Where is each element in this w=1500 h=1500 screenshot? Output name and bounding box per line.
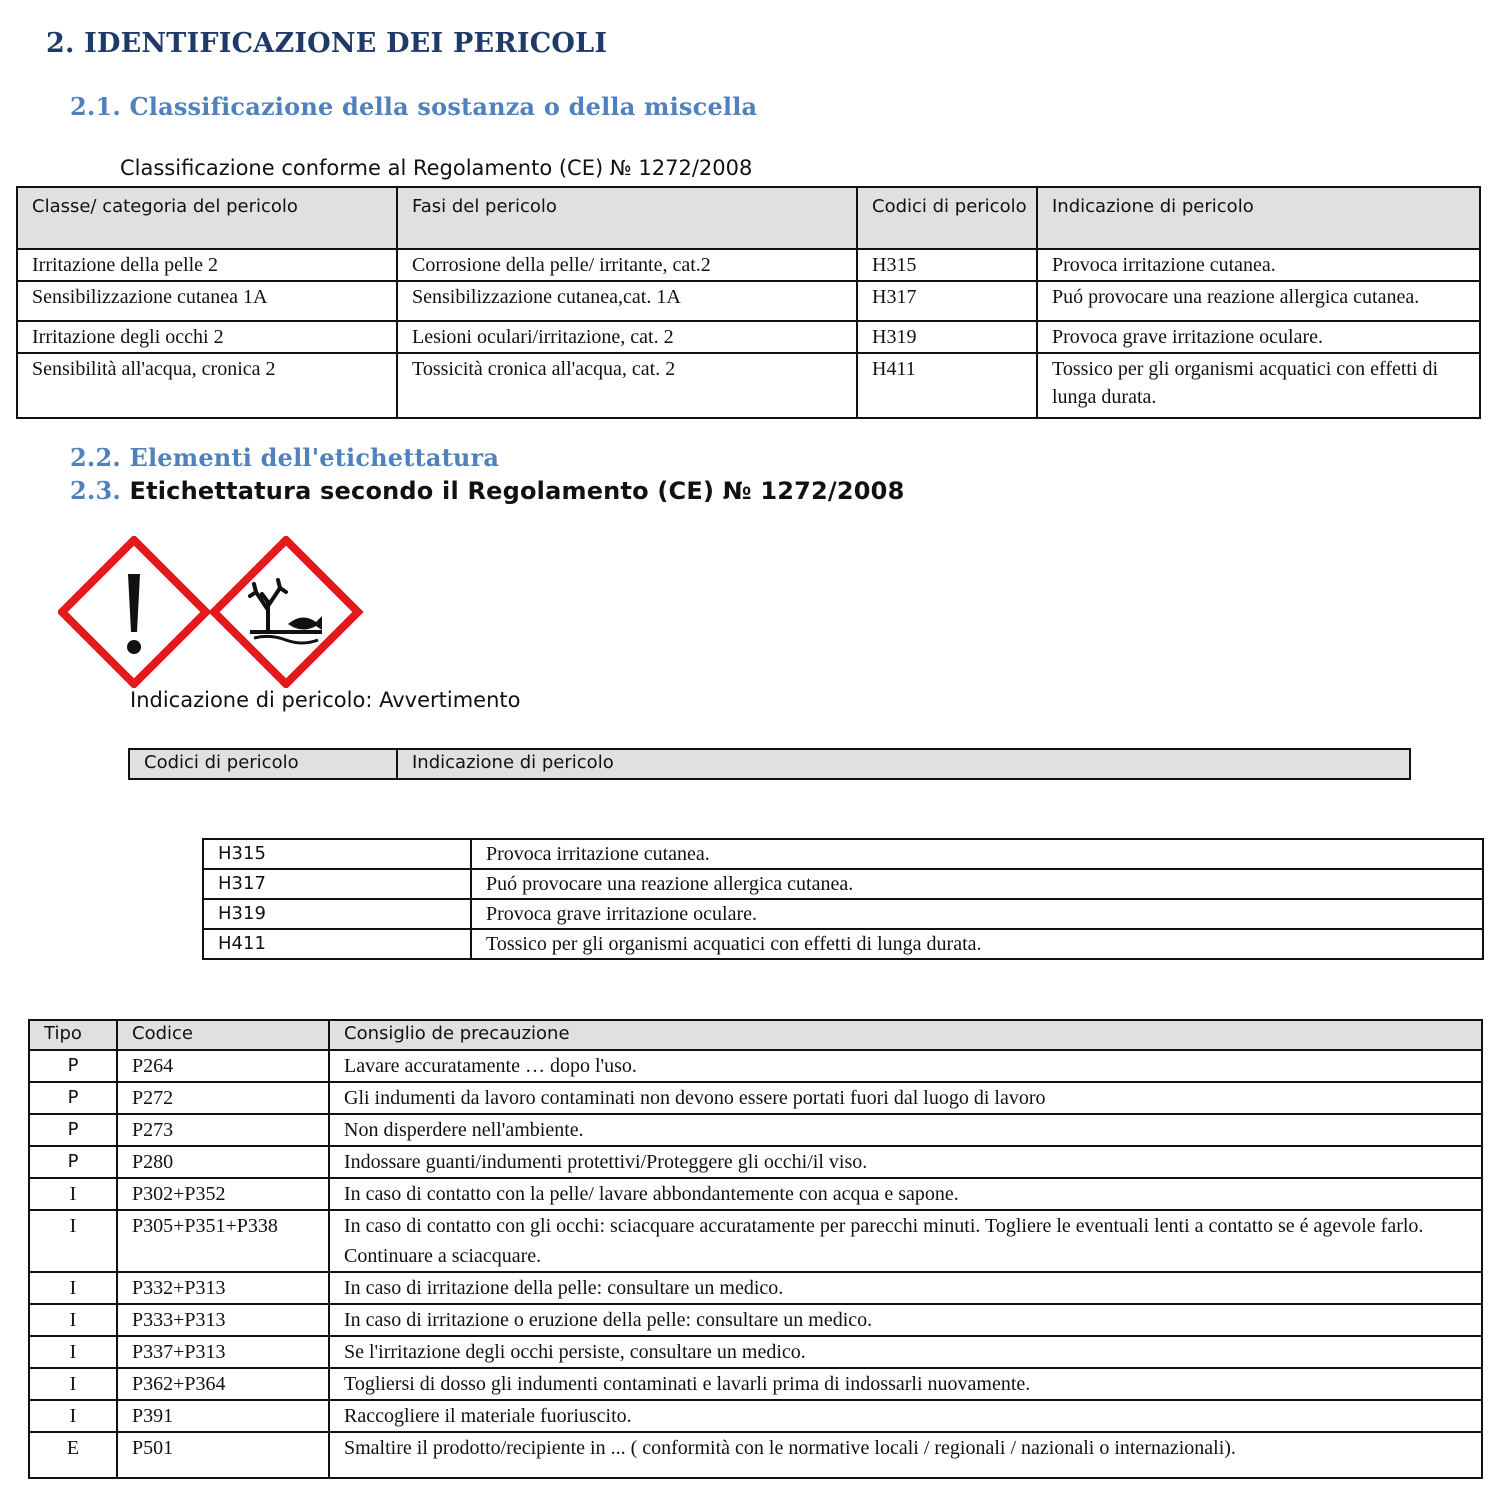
table-cell: Corrosione della pelle/ irritante, cat.2 bbox=[397, 249, 857, 281]
table-header: Codice bbox=[117, 1020, 329, 1050]
table-row bbox=[29, 1432, 1482, 1478]
table-cell: P302+P352 bbox=[117, 1178, 329, 1210]
table-cell: P391 bbox=[117, 1400, 329, 1432]
table-cell: Non disperdere nell'ambiente. bbox=[329, 1114, 1482, 1146]
table-cell: I bbox=[29, 1178, 117, 1210]
table-cell: In caso di contatto con la pelle/ lavare abbondantemente con acqua e sapone. bbox=[329, 1178, 1482, 1210]
table-cell: P bbox=[29, 1146, 117, 1178]
table-header: Codici di pericolo bbox=[857, 187, 1037, 249]
subsection-2-3-title bbox=[70, 476, 904, 505]
table-row bbox=[29, 1304, 1482, 1336]
table-cell: H315 bbox=[857, 249, 1037, 281]
table-header: Tipo bbox=[29, 1020, 117, 1050]
table-cell: Smaltire il prodotto/recipiente in ... ( conformità con le normative locali / regionali / nazionali o internazionali). bbox=[329, 1432, 1482, 1478]
classification-table bbox=[16, 186, 1481, 419]
table-cell: Provoca irritazione cutanea. bbox=[471, 839, 1483, 869]
table-header: Fasi del pericolo bbox=[397, 187, 857, 249]
table-cell: I bbox=[29, 1304, 117, 1336]
table-cell: H319 bbox=[857, 321, 1037, 353]
table-cell: I bbox=[29, 1210, 117, 1272]
table-header: Classe/ categoria del pericolo bbox=[17, 187, 397, 249]
table-cell: H317 bbox=[857, 281, 1037, 321]
table-cell: P501 bbox=[117, 1432, 329, 1478]
table-cell: P333+P313 bbox=[117, 1304, 329, 1336]
table-row bbox=[203, 929, 1483, 959]
table-cell: Provoca grave irritazione oculare. bbox=[471, 899, 1483, 929]
table-cell: Puó provocare una reazione allergica cutanea. bbox=[1037, 281, 1480, 321]
table-row bbox=[29, 1336, 1482, 1368]
table-row bbox=[29, 1272, 1482, 1304]
table-cell: Irritazione della pelle 2 bbox=[17, 249, 397, 281]
table-cell: Lesioni oculari/irritazione, cat. 2 bbox=[397, 321, 857, 353]
table-row bbox=[203, 839, 1483, 869]
table-cell: Tossico per gli organismi acquatici con effetti di lunga durata. bbox=[1037, 353, 1480, 418]
table-cell: H317 bbox=[203, 869, 471, 899]
table-cell: Provoca irritazione cutanea. bbox=[1037, 249, 1480, 281]
table-cell: H411 bbox=[857, 353, 1037, 418]
subsection-2-3-text: Etichettatura secondo il Regolamento (CE) № 1272/2008 bbox=[129, 477, 905, 505]
table-cell: P264 bbox=[117, 1050, 329, 1082]
table-row bbox=[29, 1368, 1482, 1400]
table-cell: I bbox=[29, 1400, 117, 1432]
table-row bbox=[29, 1082, 1482, 1114]
table-row bbox=[29, 1210, 1482, 1272]
table-row bbox=[17, 249, 1480, 281]
table-header: Codici di pericolo bbox=[129, 749, 397, 779]
table-row bbox=[29, 1146, 1482, 1178]
table-cell: Se l'irritazione degli occhi persiste, consultare un medico. bbox=[329, 1336, 1482, 1368]
environment-hazard-icon bbox=[214, 540, 358, 684]
table-cell: P272 bbox=[117, 1082, 329, 1114]
table-row bbox=[17, 281, 1480, 321]
table-cell: I bbox=[29, 1336, 117, 1368]
table-cell: E bbox=[29, 1432, 117, 1478]
table-header: Consiglio de precauzione bbox=[329, 1020, 1482, 1050]
table-cell: Gli indumenti da lavoro contaminati non devono essere portati fuori dal luogo di lavoro bbox=[329, 1082, 1482, 1114]
table-cell: P337+P313 bbox=[117, 1336, 329, 1368]
table-cell: P280 bbox=[117, 1146, 329, 1178]
table-header: Indicazione di pericolo bbox=[397, 749, 1410, 779]
table-header: Indicazione di pericolo bbox=[1037, 187, 1480, 249]
table-cell: Sensibilizzazione cutanea 1A bbox=[17, 281, 397, 321]
ghs-pictograms bbox=[58, 536, 368, 688]
table-cell: Lavare accuratamente … dopo l'uso. bbox=[329, 1050, 1482, 1082]
table-cell: Togliersi di dosso gli indumenti contaminati e lavarli prima di indossarli nuovamente. bbox=[329, 1368, 1482, 1400]
table-cell: P305+P351+P338 bbox=[117, 1210, 329, 1272]
table-cell: Sensibilizzazione cutanea,cat. 1A bbox=[397, 281, 857, 321]
table-cell: Indossare guanti/indumenti protettivi/Proteggere gli occhi/il viso. bbox=[329, 1146, 1482, 1178]
subsection-2-2-title: 2.2. Elementi dell'etichettatura bbox=[70, 443, 500, 472]
table-cell: Raccogliere il materiale fuoriuscito. bbox=[329, 1400, 1482, 1432]
table-cell: P332+P313 bbox=[117, 1272, 329, 1304]
table-row bbox=[203, 869, 1483, 899]
table-row bbox=[29, 1050, 1482, 1082]
table-cell: Tossicità cronica all'acqua, cat. 2 bbox=[397, 353, 857, 418]
table-cell: Irritazione degli occhi 2 bbox=[17, 321, 397, 353]
table-cell: H411 bbox=[203, 929, 471, 959]
table-cell: In caso di contatto con gli occhi: sciacquare accuratamente per parecchi minuti. Togliere le eventuali lenti a contatto se é agevole farlo. Continuare a sciacquare. bbox=[329, 1210, 1482, 1272]
table-cell: P bbox=[29, 1114, 117, 1146]
subsection-2-1-title: 2.1. Classificazione della sostanza o della miscella bbox=[70, 92, 758, 121]
table-cell: In caso di irritazione della pelle: consultare un medico. bbox=[329, 1272, 1482, 1304]
table-cell: P bbox=[29, 1082, 117, 1114]
exclamation-mark-icon bbox=[62, 540, 206, 684]
table-row bbox=[29, 1400, 1482, 1432]
table-cell: P273 bbox=[117, 1114, 329, 1146]
table-cell: Puó provocare una reazione allergica cutanea. bbox=[471, 869, 1483, 899]
hazard-header-table bbox=[128, 748, 1411, 780]
table-cell: Provoca grave irritazione oculare. bbox=[1037, 321, 1480, 353]
table-row bbox=[29, 1114, 1482, 1146]
table-cell: I bbox=[29, 1368, 117, 1400]
table-cell: P362+P364 bbox=[117, 1368, 329, 1400]
table-cell: I bbox=[29, 1272, 117, 1304]
classification-caption: Classificazione conforme al Regolamento (CE) № 1272/2008 bbox=[120, 156, 753, 180]
signal-word: Indicazione di pericolo: Avvertimento bbox=[130, 688, 521, 712]
table-row bbox=[17, 353, 1480, 418]
precautionary-statements-table bbox=[28, 1019, 1483, 1479]
table-row bbox=[17, 321, 1480, 353]
table-cell: Sensibilità all'acqua, cronica 2 bbox=[17, 353, 397, 418]
table-row bbox=[29, 1178, 1482, 1210]
table-row bbox=[203, 899, 1483, 929]
hazard-statements-table bbox=[202, 838, 1484, 960]
section-title: 2. IDENTIFICAZIONE DEI PERICOLI bbox=[46, 28, 608, 59]
table-cell: P bbox=[29, 1050, 117, 1082]
table-cell: H315 bbox=[203, 839, 471, 869]
table-cell: H319 bbox=[203, 899, 471, 929]
table-cell: In caso di irritazione o eruzione della pelle: consultare un medico. bbox=[329, 1304, 1482, 1336]
subsection-2-3-number: 2.3. bbox=[70, 476, 121, 505]
table-cell: Tossico per gli organismi acquatici con effetti di lunga durata. bbox=[471, 929, 1483, 959]
